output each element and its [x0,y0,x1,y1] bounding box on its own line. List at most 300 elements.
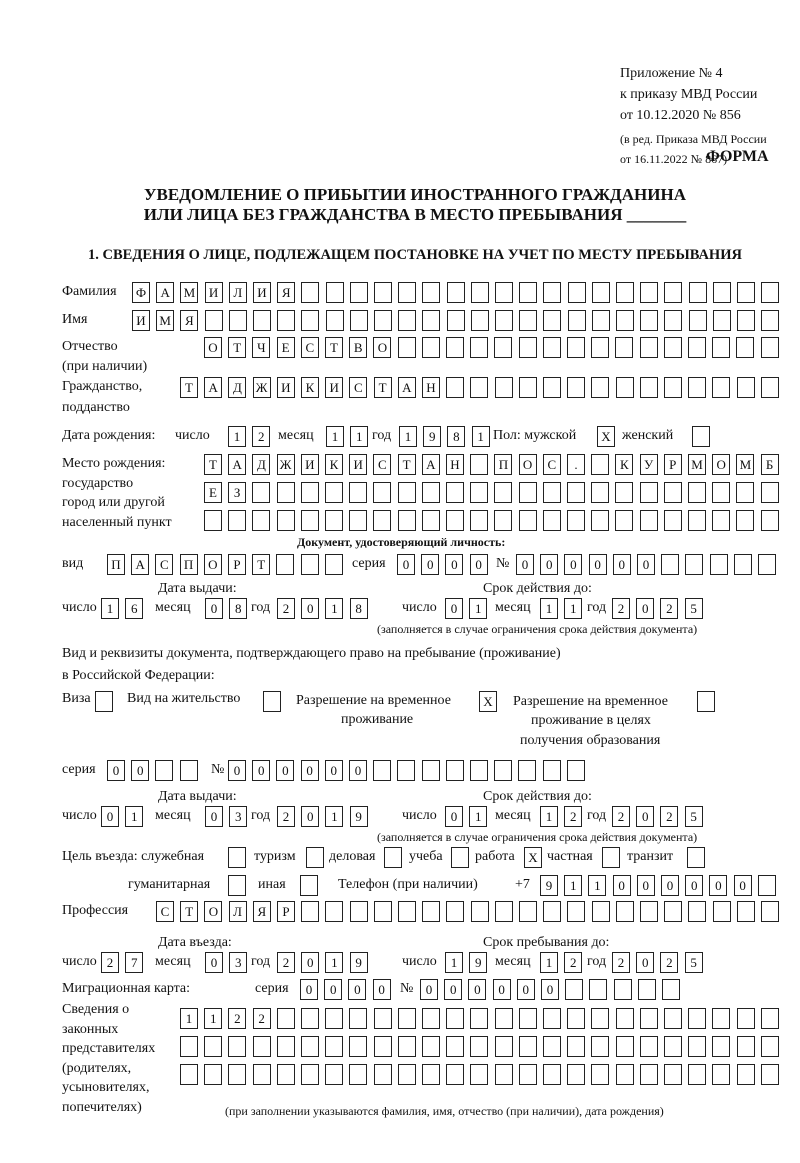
right-number-cell[interactable] [446,760,464,781]
year-cell[interactable]: 1 [325,952,343,973]
surname-cell[interactable]: И [205,282,223,303]
representatives-cell[interactable] [204,1036,222,1057]
surname-cell[interactable]: И [253,282,271,303]
right-number-cell[interactable]: 0 [252,760,270,781]
year-cell[interactable]: 2 [660,598,678,619]
representatives-cell[interactable] [398,1036,416,1057]
representatives-cell[interactable] [712,1036,730,1057]
birthplace-cell[interactable] [543,510,561,531]
representatives-cell[interactable] [519,1036,537,1057]
patronymic-cell[interactable] [712,337,730,358]
surname-cell[interactable] [592,282,610,303]
surname-cell[interactable]: Л [229,282,247,303]
name-cell[interactable] [447,310,465,331]
patronymic-cell[interactable] [761,337,779,358]
surname-cell[interactable] [350,282,368,303]
representatives-cell[interactable] [180,1036,198,1057]
year-cell[interactable]: 2 [277,598,295,619]
birthplace-cell[interactable] [736,482,754,503]
profession-cell[interactable] [422,901,440,922]
birthplace-cell[interactable] [494,482,512,503]
profession-cell[interactable] [398,901,416,922]
birthplace-cell[interactable] [615,510,633,531]
month-cell[interactable]: 1 [540,952,558,973]
name-cell[interactable] [761,310,779,331]
year-cell[interactable]: 2 [612,952,630,973]
patronymic-cell[interactable] [494,337,512,358]
doc-kind-cell[interactable]: Т [252,554,270,575]
phone-cell[interactable]: 9 [540,875,558,896]
birthplace-cell[interactable] [664,482,682,503]
representatives-cell[interactable] [616,1008,634,1029]
representatives-cell[interactable] [374,1036,392,1057]
birthplace-cell[interactable] [640,482,658,503]
birthplace-cell[interactable]: С [543,454,561,475]
year-cell[interactable]: 1 [325,598,343,619]
representatives-cell[interactable]: 2 [253,1008,271,1029]
surname-cell[interactable]: Я [277,282,295,303]
birthplace-cell[interactable]: Т [398,454,416,475]
surname-cell[interactable] [374,282,392,303]
representatives-cell[interactable] [640,1008,658,1029]
patronymic-cell[interactable]: Е [277,337,295,358]
citizenship-cell[interactable]: И [325,377,343,398]
citizenship-cell[interactable] [616,377,634,398]
birthplace-cell[interactable] [519,482,537,503]
representatives-cell[interactable] [446,1008,464,1029]
birthplace-cell[interactable]: У [640,454,658,475]
sex-male-checkbox[interactable]: X [597,426,615,447]
representatives-cell[interactable] [616,1064,634,1085]
right-number-cell[interactable]: 0 [325,760,343,781]
patronymic-cell[interactable] [688,337,706,358]
right-series-cell[interactable]: 0 [131,760,149,781]
year-cell[interactable]: 5 [685,806,703,827]
profession-cell[interactable] [713,901,731,922]
representatives-cell[interactable] [737,1036,755,1057]
year-cell[interactable]: 2 [277,806,295,827]
profession-cell[interactable] [567,901,585,922]
representatives-cell[interactable] [761,1036,779,1057]
patronymic-cell[interactable] [664,337,682,358]
patronymic-cell[interactable] [543,337,561,358]
mig-number-cell[interactable] [638,979,656,1000]
year-cell[interactable]: 2 [612,598,630,619]
birthplace-cell[interactable] [712,510,730,531]
representatives-cell[interactable] [664,1036,682,1057]
doc-series-cell[interactable]: 0 [421,554,439,575]
mig-number-cell[interactable]: 0 [444,979,462,1000]
year-cell[interactable]: 5 [685,952,703,973]
right-series-cell[interactable]: 0 [107,760,125,781]
birthplace-cell[interactable] [422,510,440,531]
citizenship-cell[interactable] [446,377,464,398]
year-cell[interactable]: 2 [612,806,630,827]
representatives-cell[interactable] [543,1036,561,1057]
right-series-cell[interactable] [180,760,198,781]
name-cell[interactable] [689,310,707,331]
birth-year-cell[interactable]: 8 [447,426,465,447]
birthplace-cell[interactable]: К [615,454,633,475]
surname-cell[interactable] [713,282,731,303]
surname-cell[interactable] [447,282,465,303]
day-cell[interactable]: 0 [101,806,119,827]
surname-cell[interactable] [301,282,319,303]
birthplace-cell[interactable] [567,510,585,531]
year-cell[interactable]: 2 [277,952,295,973]
mig-series-cell[interactable]: 0 [324,979,342,1000]
citizenship-cell[interactable] [712,377,730,398]
year-cell[interactable]: 0 [636,598,654,619]
doc-number-cell[interactable]: 0 [613,554,631,575]
birthplace-cell[interactable]: Т [204,454,222,475]
trp-edu-checkbox[interactable] [697,691,715,712]
patronymic-cell[interactable]: С [301,337,319,358]
representatives-cell[interactable] [688,1036,706,1057]
profession-cell[interactable] [301,901,319,922]
right-number-cell[interactable]: 0 [228,760,246,781]
representatives-cell[interactable] [664,1008,682,1029]
name-cell[interactable] [737,310,755,331]
month-cell[interactable]: 1 [564,598,582,619]
citizenship-cell[interactable] [543,377,561,398]
representatives-cell[interactable] [277,1064,295,1085]
phone-cell[interactable]: 0 [613,875,631,896]
birthplace-cell[interactable] [204,510,222,531]
name-cell[interactable] [568,310,586,331]
representatives-cell[interactable] [325,1064,343,1085]
birthplace-cell[interactable] [325,510,343,531]
name-cell[interactable] [664,310,682,331]
right-number-cell[interactable]: 0 [301,760,319,781]
birthplace-cell[interactable] [543,482,561,503]
name-cell[interactable] [229,310,247,331]
representatives-cell[interactable] [591,1064,609,1085]
representatives-cell[interactable] [301,1064,319,1085]
birthplace-cell[interactable] [277,482,295,503]
month-cell[interactable]: 2 [564,806,582,827]
citizenship-cell[interactable]: С [349,377,367,398]
representatives-cell[interactable]: 1 [180,1008,198,1029]
patronymic-cell[interactable] [567,337,585,358]
birth-month-cell[interactable]: 1 [350,426,368,447]
representatives-cell[interactable] [495,1008,513,1029]
representatives-cell[interactable]: 2 [228,1008,246,1029]
year-cell[interactable]: 2 [660,806,678,827]
day-cell[interactable]: 9 [469,952,487,973]
birthplace-cell[interactable] [664,510,682,531]
mig-number-cell[interactable] [662,979,680,1000]
name-cell[interactable]: М [156,310,174,331]
day-cell[interactable]: 0 [445,598,463,619]
name-cell[interactable] [326,310,344,331]
representatives-cell[interactable] [277,1036,295,1057]
birthplace-cell[interactable] [446,482,464,503]
name-cell[interactable] [277,310,295,331]
surname-cell[interactable] [568,282,586,303]
doc-kind-cell[interactable] [301,554,319,575]
birthplace-cell[interactable] [228,510,246,531]
doc-number-cell[interactable] [685,554,703,575]
profession-cell[interactable] [688,901,706,922]
birthplace-cell[interactable] [640,510,658,531]
profession-cell[interactable] [640,901,658,922]
representatives-cell[interactable] [325,1036,343,1057]
representatives-cell[interactable] [543,1008,561,1029]
citizenship-cell[interactable] [591,377,609,398]
representatives-cell[interactable] [422,1064,440,1085]
profession-cell[interactable] [495,901,513,922]
year-cell[interactable]: 9 [350,806,368,827]
representatives-cell[interactable] [398,1008,416,1029]
doc-number-cell[interactable] [734,554,752,575]
birthplace-cell[interactable] [688,482,706,503]
representatives-cell[interactable] [228,1064,246,1085]
doc-number-cell[interactable]: 0 [516,554,534,575]
patronymic-cell[interactable]: В [349,337,367,358]
citizenship-cell[interactable] [470,377,488,398]
birthplace-cell[interactable]: А [422,454,440,475]
purpose-private-checkbox[interactable] [602,847,620,868]
birthplace-cell[interactable] [398,510,416,531]
birthplace-cell[interactable] [494,510,512,531]
right-number-cell[interactable]: 0 [349,760,367,781]
mig-number-cell[interactable]: 0 [420,979,438,1000]
patronymic-cell[interactable]: Т [325,337,343,358]
birthplace-cell[interactable]: П [494,454,512,475]
profession-cell[interactable] [471,901,489,922]
doc-kind-cell[interactable]: П [180,554,198,575]
purpose-transit-checkbox[interactable] [687,847,705,868]
birth-day-cell[interactable]: 2 [252,426,270,447]
birthplace-cell[interactable]: О [712,454,730,475]
citizenship-cell[interactable]: А [204,377,222,398]
birthplace-cell[interactable] [373,510,391,531]
birthplace-cell[interactable]: Д [252,454,270,475]
representatives-cell[interactable] [737,1008,755,1029]
birthplace-cell[interactable]: Н [446,454,464,475]
surname-cell[interactable] [326,282,344,303]
representatives-cell[interactable] [640,1036,658,1057]
representatives-cell[interactable] [664,1064,682,1085]
name-cell[interactable] [713,310,731,331]
citizenship-cell[interactable] [567,377,585,398]
profession-cell[interactable] [592,901,610,922]
month-cell[interactable]: 2 [564,952,582,973]
birthplace-cell[interactable] [736,510,754,531]
birthplace-cell[interactable] [567,482,585,503]
patronymic-cell[interactable]: Т [228,337,246,358]
birthplace-cell[interactable]: Б [761,454,779,475]
birthplace-cell[interactable] [252,482,270,503]
birth-month-cell[interactable]: 1 [326,426,344,447]
right-series-cell[interactable] [155,760,173,781]
profession-cell[interactable]: Т [180,901,198,922]
name-cell[interactable] [471,310,489,331]
name-cell[interactable] [253,310,271,331]
patronymic-cell[interactable] [640,337,658,358]
purpose-tourism-checkbox[interactable] [306,847,324,868]
day-cell[interactable]: 6 [125,598,143,619]
representatives-cell[interactable] [495,1064,513,1085]
birth-day-cell[interactable]: 1 [228,426,246,447]
month-cell[interactable]: 0 [205,598,223,619]
right-number-cell[interactable] [567,760,585,781]
birthplace-cell[interactable] [712,482,730,503]
citizenship-cell[interactable] [737,377,755,398]
birth-year-cell[interactable]: 1 [472,426,490,447]
purpose-other-checkbox[interactable] [300,875,318,896]
representatives-cell[interactable] [470,1064,488,1085]
surname-cell[interactable] [422,282,440,303]
patronymic-cell[interactable] [591,337,609,358]
profession-cell[interactable]: Л [229,901,247,922]
surname-cell[interactable] [495,282,513,303]
day-cell[interactable]: 1 [101,598,119,619]
birthplace-cell[interactable] [591,482,609,503]
citizenship-cell[interactable] [519,377,537,398]
surname-cell[interactable] [761,282,779,303]
day-cell[interactable]: 7 [125,952,143,973]
day-cell[interactable]: 1 [469,806,487,827]
representatives-cell[interactable] [446,1064,464,1085]
surname-cell[interactable] [689,282,707,303]
doc-kind-cell[interactable]: О [204,554,222,575]
birthplace-cell[interactable] [349,510,367,531]
profession-cell[interactable] [737,901,755,922]
doc-number-cell[interactable]: 0 [637,554,655,575]
name-cell[interactable] [301,310,319,331]
right-number-cell[interactable]: 0 [276,760,294,781]
citizenship-cell[interactable]: Н [422,377,440,398]
mig-number-cell[interactable] [565,979,583,1000]
mig-number-cell[interactable]: 0 [493,979,511,1000]
representatives-cell[interactable] [591,1036,609,1057]
birthplace-cell[interactable] [470,510,488,531]
month-cell[interactable]: 1 [540,806,558,827]
right-number-cell[interactable] [397,760,415,781]
representatives-cell[interactable] [398,1064,416,1085]
patronymic-cell[interactable]: О [204,337,222,358]
doc-kind-cell[interactable]: П [107,554,125,575]
phone-cell[interactable]: 0 [661,875,679,896]
representatives-cell[interactable] [228,1036,246,1057]
name-cell[interactable] [640,310,658,331]
representatives-cell[interactable] [640,1064,658,1085]
doc-kind-cell[interactable]: Р [228,554,246,575]
surname-cell[interactable] [398,282,416,303]
patronymic-cell[interactable] [398,337,416,358]
representatives-cell[interactable] [277,1008,295,1029]
profession-cell[interactable]: Я [253,901,271,922]
profession-cell[interactable] [350,901,368,922]
representatives-cell[interactable] [567,1036,585,1057]
representatives-cell[interactable] [567,1008,585,1029]
year-cell[interactable]: 2 [660,952,678,973]
representatives-cell[interactable] [374,1008,392,1029]
birthplace-cell[interactable]: . [567,454,585,475]
profession-cell[interactable] [446,901,464,922]
profession-cell[interactable] [325,901,343,922]
sex-female-checkbox[interactable] [692,426,710,447]
birthplace-cell[interactable]: С [373,454,391,475]
profession-cell[interactable] [664,901,682,922]
birthplace-cell[interactable] [761,482,779,503]
birthplace-cell[interactable]: Е [204,482,222,503]
representatives-cell[interactable] [712,1008,730,1029]
birthplace-cell[interactable] [519,510,537,531]
phone-cell[interactable]: 0 [637,875,655,896]
doc-series-cell[interactable]: 0 [397,554,415,575]
name-cell[interactable] [519,310,537,331]
representatives-cell[interactable] [495,1036,513,1057]
profession-cell[interactable] [519,901,537,922]
doc-series-cell[interactable]: 0 [445,554,463,575]
representatives-cell[interactable] [253,1064,271,1085]
right-number-cell[interactable] [422,760,440,781]
representatives-cell[interactable] [688,1008,706,1029]
birthplace-cell[interactable]: З [228,482,246,503]
year-cell[interactable]: 0 [301,806,319,827]
patronymic-cell[interactable]: Ч [252,337,270,358]
year-cell[interactable]: 0 [636,952,654,973]
representatives-cell[interactable] [349,1036,367,1057]
citizenship-cell[interactable]: Д [228,377,246,398]
phone-cell[interactable] [758,875,776,896]
birthplace-cell[interactable]: Р [664,454,682,475]
birthplace-cell[interactable] [470,454,488,475]
doc-kind-cell[interactable]: А [131,554,149,575]
month-cell[interactable]: 1 [540,598,558,619]
representatives-cell[interactable] [349,1008,367,1029]
doc-number-cell[interactable] [758,554,776,575]
name-cell[interactable] [374,310,392,331]
representatives-cell[interactable] [422,1036,440,1057]
mig-number-cell[interactable]: 0 [541,979,559,1000]
citizenship-cell[interactable]: Ж [253,377,271,398]
representatives-cell[interactable] [616,1036,634,1057]
patronymic-cell[interactable] [422,337,440,358]
year-cell[interactable]: 0 [301,952,319,973]
surname-cell[interactable] [640,282,658,303]
right-number-cell[interactable] [494,760,512,781]
trp-checkbox[interactable]: X [479,691,497,712]
birthplace-cell[interactable] [591,454,609,475]
birthplace-cell[interactable] [349,482,367,503]
profession-cell[interactable] [761,901,779,922]
doc-series-cell[interactable]: 0 [470,554,488,575]
representatives-cell[interactable] [422,1008,440,1029]
profession-cell[interactable]: Р [277,901,295,922]
birthplace-cell[interactable] [591,510,609,531]
birthplace-cell[interactable] [325,482,343,503]
mig-number-cell[interactable]: 0 [517,979,535,1000]
mig-number-cell[interactable] [589,979,607,1000]
surname-cell[interactable] [543,282,561,303]
doc-number-cell[interactable]: 0 [540,554,558,575]
surname-cell[interactable]: М [180,282,198,303]
right-number-cell[interactable] [373,760,391,781]
month-cell[interactable]: 3 [229,806,247,827]
month-cell[interactable]: 8 [229,598,247,619]
representatives-cell[interactable] [543,1064,561,1085]
birthplace-cell[interactable]: И [349,454,367,475]
mig-series-cell[interactable]: 0 [373,979,391,1000]
birth-year-cell[interactable]: 9 [423,426,441,447]
doc-kind-cell[interactable]: С [155,554,173,575]
representatives-cell[interactable]: 1 [204,1008,222,1029]
birth-year-cell[interactable]: 1 [399,426,417,447]
